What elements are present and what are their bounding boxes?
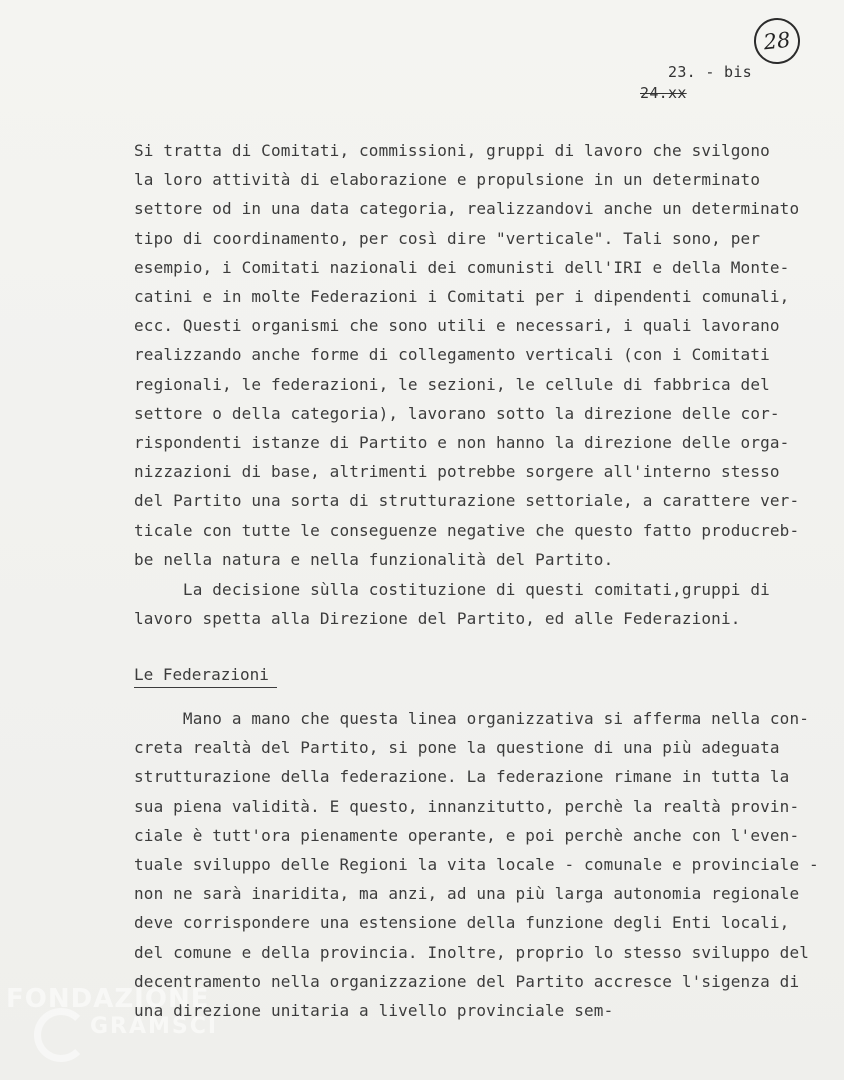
- struck-page-reference: 24.xx: [640, 84, 687, 102]
- text-line: creta realtà del Partito, si pone la questione di una più adeguata: [134, 738, 780, 758]
- gramsci-logo-icon: [34, 1008, 88, 1062]
- text-line: sua piena validità. E questo, innanzitutto, perchè la realtà provin-: [134, 796, 800, 816]
- text-line: del comune e della provincia. Inoltre, proprio lo stesso sviluppo del: [134, 942, 810, 962]
- text-line: non ne sarà inaridita, ma anzi, ad una più larga autonomia regionale: [134, 884, 800, 904]
- text-line: be nella natura e nella funzionalità del Partito.: [134, 549, 614, 569]
- text-line: realizzando anche forme di collegamento verticali (con i Comitati: [134, 345, 770, 365]
- text-line: del Partito una sorta di strutturazione settoriale, a carattere ver-: [134, 491, 800, 511]
- text-line: decentramento nella organizzazione del Partito accresce l'sigenza di: [134, 971, 800, 991]
- watermark-line1: FONDAZIONE: [6, 984, 210, 1014]
- text-line: catini e in molte Federazioni i Comitati per i dipendenti comunali,: [134, 287, 790, 307]
- text-line: lavoro spetta alla Direzione del Partito, ed alle Federazioni.: [134, 609, 741, 629]
- circled-page-number: 28: [752, 16, 803, 67]
- watermark-line2: GRAMSCI: [90, 1014, 219, 1039]
- text-line: settore o della categoria), lavorano sotto la direzione delle cor-: [134, 403, 780, 423]
- text-line: ticale con tutte le conseguenze negative che questo fatto producreb-: [134, 520, 800, 540]
- text-line: regionali, le federazioni, le sezioni, le cellule di fabbrica del: [134, 374, 770, 394]
- text-line: tuale sviluppo delle Regioni la vita locale - comunale e provinciale -: [134, 855, 819, 875]
- text-line: nizzazioni di base, altrimenti potrebbe sorgere all'interno stesso: [134, 462, 780, 482]
- text-line: una direzione unitaria a livello provinciale sem-: [134, 1001, 614, 1021]
- text-line: deve corrispondere una estensione della funzione degli Enti locali,: [134, 913, 790, 933]
- page-reference: 23. - bis: [668, 63, 752, 81]
- text-line: ciale è tutt'ora pienamente operante, e poi perchè anche con l'even-: [134, 825, 800, 845]
- text-line: settore od in una data categoria, realizzandovi anche un determinato: [134, 199, 800, 219]
- text-line: la loro attività di elaborazione e propulsione in un determinato: [134, 170, 761, 190]
- text-line: ecc. Questi organismi che sono utili e necessari, i quali lavorano: [134, 316, 780, 336]
- paragraph-decisione: [134, 575, 824, 633]
- section-heading: Le Federazioni: [134, 663, 277, 688]
- fondazione-gramsci-watermark: [0, 984, 220, 1074]
- text-line: rispondenti istanze di Partito e non hanno la direzione delle orga-: [134, 433, 790, 453]
- text-line: La decisione sùlla costituzione di questi comitati,gruppi di: [134, 580, 770, 599]
- text-line: strutturazione della federazione. La federazione rimane in tutta la: [134, 767, 790, 787]
- paragraph-comitati: [134, 136, 824, 574]
- paragraph-federazioni: [134, 704, 824, 1025]
- text-line: esempio, i Comitati nazionali dei comunisti dell'IRI e della Monte-: [134, 257, 790, 277]
- text-line: Si tratta di Comitati, commissioni, gruppi di lavoro che svilgono: [134, 141, 770, 160]
- text-line: Mano a mano che questa linea organizzativa si afferma nella con-: [134, 709, 810, 728]
- text-line: tipo di coordinamento, per così dire "verticale". Tali sono, per: [134, 228, 761, 248]
